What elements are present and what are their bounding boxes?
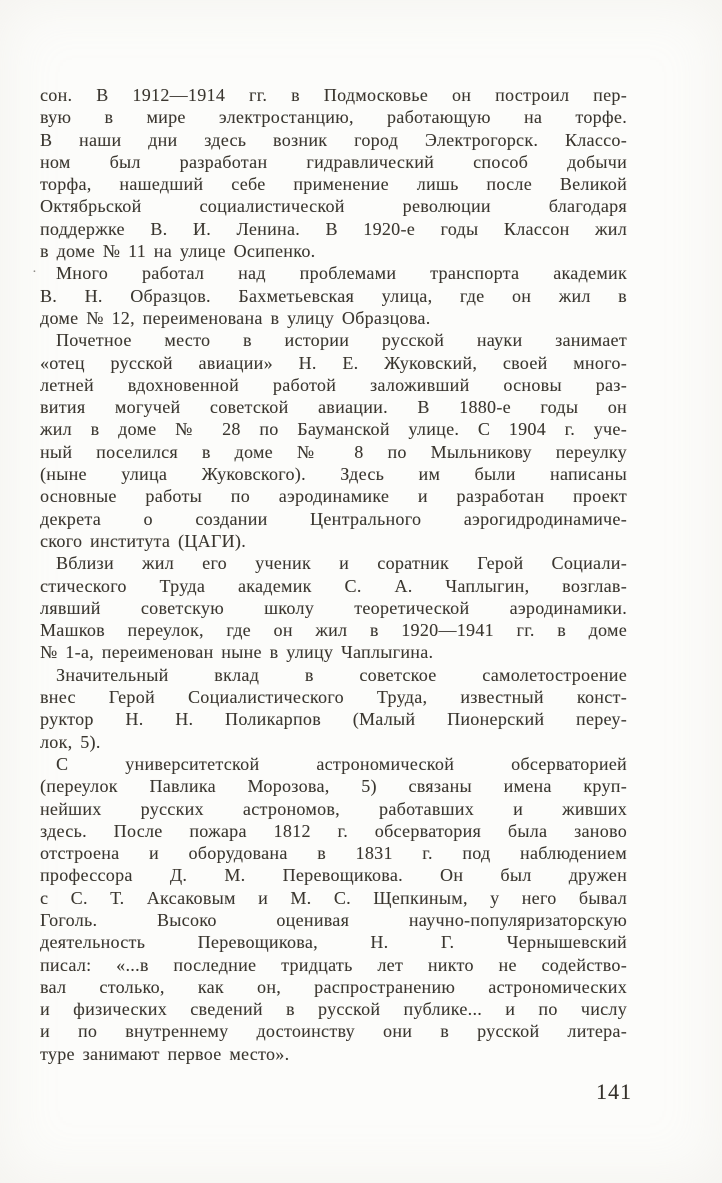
text-line: стического Труда академик С. А. Чаплыгин, возглав- <box>40 575 627 596</box>
text-line: ный поселился в доме № 8 по Мыльникову переулку <box>40 441 627 462</box>
text-line: Значительный вклад в советское самолетостроение <box>56 664 627 685</box>
text-line: основные работы по аэродинамике и разработан проект <box>40 486 627 507</box>
text-line: руктор Н. Н. Поликарпов (Малый Пионерский переу- <box>40 709 627 730</box>
scan-artifact-dot: · <box>32 265 37 281</box>
text-line: Гоголь. Высоко оценивая научно-популяризаторскую <box>40 909 627 930</box>
text-line: поддержке В. И. Ленина. В 1920-е годы Классон жил <box>40 218 627 239</box>
text-line: Октябрьской социалистической революции благодаря <box>40 196 627 217</box>
paragraph <box>40 664 627 753</box>
text-line: лок, 5). <box>40 731 101 752</box>
text-line: (ныне улица Жуковского). Здесь им были написаны <box>40 464 627 485</box>
text-line: ном был разработан гидравлический способ добычи <box>40 151 627 172</box>
text-line: № 1-а, переименован ныне в улицу Чаплыгина. <box>40 642 434 663</box>
paragraph <box>40 84 627 262</box>
text-line: В. Н. Образцов. Бахметьевская улица, где он жил в <box>40 285 627 306</box>
text-line: доме № 12, переименована в улицу Образцова. <box>40 307 431 328</box>
text-line: летней вдохновенной работой заложивший основы раз- <box>40 374 627 395</box>
text-line: туре занимают первое место». <box>40 1043 290 1064</box>
text-line: торфа, нашедший себе применение лишь после Великой <box>40 174 627 195</box>
text-line: профессора Д. М. Перевощикова. Он был дружен <box>40 865 627 886</box>
text-line: (переулок Павлика Морозова, 5) связаны имена круп- <box>40 776 627 797</box>
text-line: с С. Т. Аксаковым и М. С. Щепкиным, у него бывал <box>40 887 627 908</box>
text-line: декрета о создании Центрального аэрогидродинамиче- <box>40 508 627 529</box>
text-line: внес Герой Социалистического Труда, известный конст- <box>40 687 627 708</box>
text-line: и физических сведений в русской публике... и по числу <box>40 999 627 1020</box>
text-line: вития могучей советской авиации. В 1880-е годы он <box>40 397 627 418</box>
page-number: 141 <box>596 1079 632 1104</box>
text-line: писал: «...в последние тридцать лет никто не содейство- <box>40 954 627 975</box>
text-line: жил в доме № 28 по Бауманской улице. С 1904 г. уче- <box>40 419 627 440</box>
text-line: Почетное место в истории русской науки занимает <box>56 330 627 351</box>
text-line: нейших русских астрономов, работавших и живших <box>40 798 627 819</box>
text-line: Вблизи жил его ученик и соратник Герой Социали- <box>56 553 627 574</box>
paragraph <box>40 552 627 663</box>
text-line: и по внутреннему достоинству они в русской литера- <box>40 1021 627 1042</box>
paragraph <box>32 262 627 329</box>
text-line: · Много работал над проблемами транспорта академик <box>32 263 627 284</box>
paragraph <box>40 753 627 1065</box>
paragraph <box>40 329 627 552</box>
text-line: здесь. После пожара 1812 г. обсерватория была заново <box>40 820 627 841</box>
text-line: Машков переулок, где он жил в 1920—1941 гг. в доме <box>40 620 627 641</box>
text-line: в доме № 11 на улице Осипенко. <box>40 241 316 262</box>
text-line: ского института (ЦАГИ). <box>40 530 247 551</box>
text-line: лявший советскую школу теоретической аэродинамики. <box>40 597 627 618</box>
text-line: С университетской астрономической обсерваторией <box>56 753 627 774</box>
text-line: «отец русской авиации» Н. Е. Жуковский, своей много- <box>40 352 627 373</box>
text-line: отстроена и оборудована в 1831 г. под наблюдением <box>40 843 627 864</box>
page-text <box>32 84 627 1065</box>
text-line: вую в мире электростанцию, работающую на торфе. <box>40 107 627 128</box>
text-line: деятельность Перевощикова, Н. Г. Чернышевский <box>40 932 627 953</box>
text-line: В наши дни здесь возник город Электрогорск. Классо- <box>40 129 627 150</box>
text-line: сон. В 1912—1914 гг. в Подмосковье он построил пер- <box>40 85 627 105</box>
text-line: вал столько, как он, распространению астрономических <box>40 976 627 997</box>
